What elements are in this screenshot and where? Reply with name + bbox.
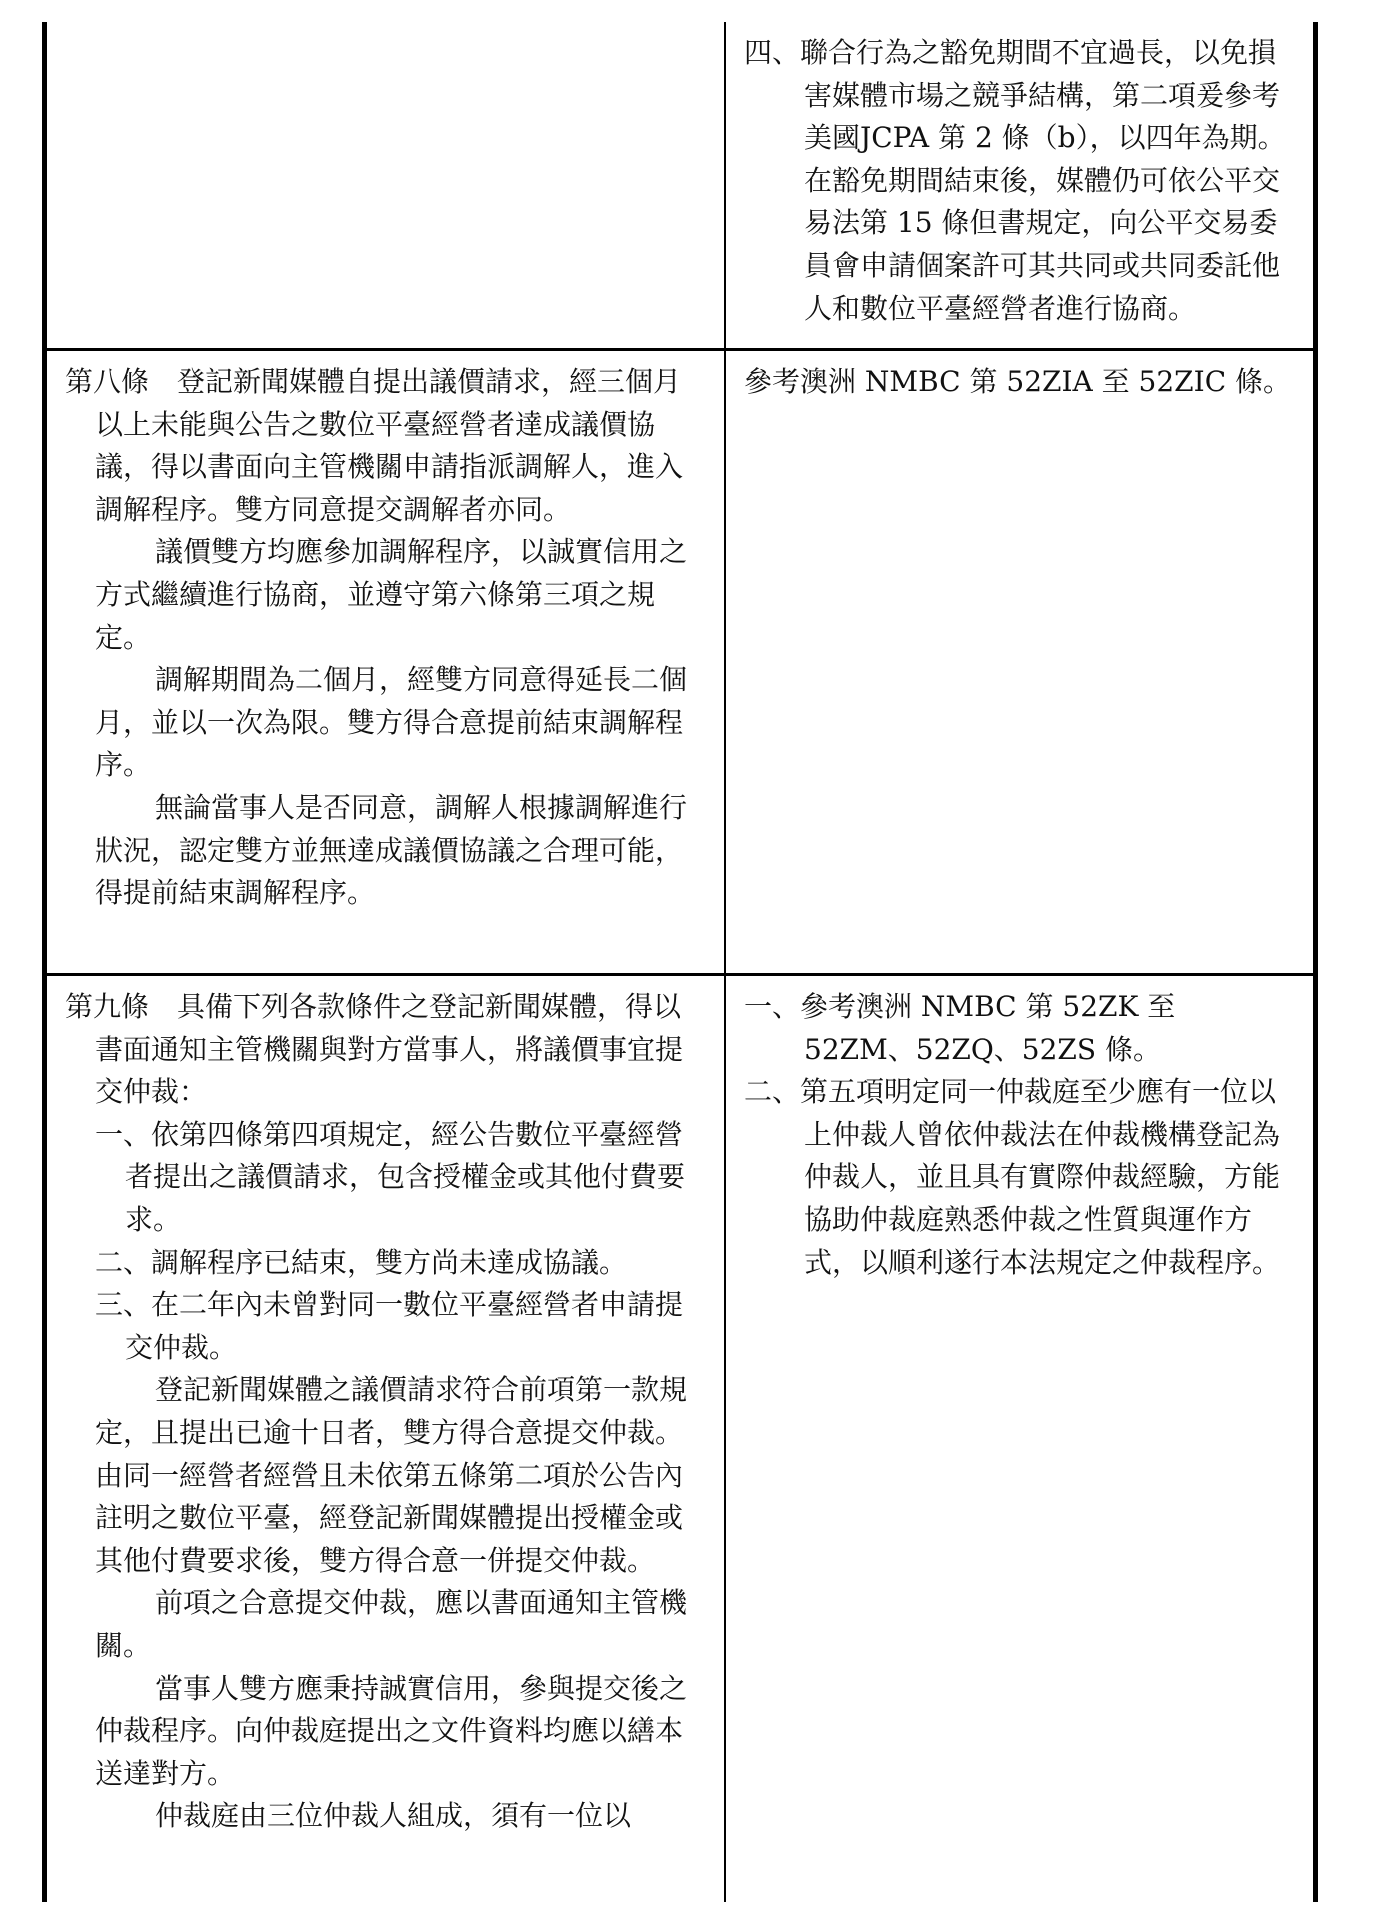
- item-text: 調解程序已結束，雙方尚未達成協議。: [151, 1245, 628, 1279]
- article-paragraph: 仲裁庭由三位仲裁人組成，須有一位以: [155, 1799, 632, 1833]
- item-text: 聯合行為之豁免期間不宜過長，以免損害媒體市場之競爭結構，第二項爰參考美國JCPA 第 2 條（b），以四年為期。在豁免期間結束後，媒體仍可依公平交易法第 15 條但書規定，向公平交易委員會申請個案許可其共同或共同委託他人和數位平臺經營者進行協商。: [800, 36, 1286, 325]
- item-number: 四、: [744, 36, 801, 69]
- item-text: 依第四條第四項規定，經公告數位平臺經營者提出之議價請求，包含授權金或其他付費要求。: [125, 1117, 686, 1236]
- item-number: 三、: [95, 1288, 152, 1322]
- table-row: [45, 975, 1316, 1903]
- article-text: 具備下列各款條件之登記新聞媒體，得以書面通知主管機關與對方當事人，將議價事宜提交仲裁：: [95, 990, 684, 1109]
- article-first-paragraph: [65, 986, 706, 1114]
- article-paragraph: 無論當事人是否同意，調解人根據調解進行狀況，認定雙方並無達成議價協議之合理可能，得提前結束調解程序。: [95, 790, 688, 910]
- article-paragraph: 前項之合意提交仲裁，應以書面通知主管機關。: [95, 1586, 688, 1662]
- article-item: [65, 1242, 706, 1285]
- article-item: [65, 1284, 706, 1369]
- article-paragraph: 調解期間為二個月，經雙方同意得延長二個月，並以一次為限。雙方得合意提前結束調解程序。: [95, 663, 688, 782]
- table-row: [45, 350, 1316, 975]
- item-text: 在二年內未曾對同一數位平臺經營者申請提交仲裁。: [125, 1288, 684, 1364]
- table-row: [45, 22, 1316, 350]
- article-paragraph: 登記新聞媒體之議價請求符合前項第一款規定，且提出已逾十日者，雙方得合意提交仲裁。由同一經營者經營且未依第五條第二項於公告內註明之數位平臺，經登記新聞媒體提出授權金或其他付費要求後，雙方得合意一併提交仲裁。: [95, 1373, 688, 1577]
- item-number: 二、: [95, 1245, 152, 1279]
- article-item: [65, 1114, 706, 1242]
- explanation-text: 參考澳洲 NMBC 第 52ZIA 至 52ZIC 條。: [744, 365, 1292, 398]
- explanation-item: [744, 1071, 1295, 1284]
- article-text: 登記新聞媒體自提出議價請求，經三個月以上未能與公告之數位平臺經營者達成議價協議，得以書面向主管機關申請指派調解人，進入調解程序。雙方同意提交調解者亦同。: [95, 365, 684, 526]
- article-paragraph: 當事人雙方應秉持誠實信用，參與提交後之仲裁程序。向仲裁庭提出之文件資料均應以繕本送達對方。: [95, 1671, 688, 1790]
- comparison-table: [42, 22, 1318, 1902]
- item-text: 參考澳洲 NMBC 第 52ZK 至 52ZM、52ZQ、52ZS 條。: [800, 990, 1176, 1066]
- item-number: 一、: [744, 990, 801, 1023]
- item-number: 二、: [744, 1075, 801, 1109]
- explanation-item: [744, 986, 1295, 1071]
- article-number: 第八條: [65, 365, 150, 398]
- right-cell-explanation: [725, 22, 1316, 350]
- left-cell-empty: [45, 22, 726, 350]
- article-first-paragraph: [65, 361, 706, 531]
- item-text: 第五項明定同一仲裁庭至少應有一位以上仲裁人曾依仲裁法在仲裁機構登記為仲裁人，並且具有實際仲裁經驗，方能協助仲裁庭熟悉仲裁之性質與運作方式，以順利遂行本法規定之仲裁程序。: [800, 1075, 1281, 1279]
- explanation-item: [744, 32, 1295, 330]
- right-cell-explanation: [725, 350, 1316, 975]
- article-number: 第九條: [65, 990, 150, 1023]
- left-cell-article-8: [45, 350, 726, 975]
- item-number: 一、: [95, 1117, 152, 1151]
- right-cell-explanation: [725, 975, 1316, 1903]
- left-cell-article-9: [45, 975, 726, 1903]
- article-paragraph: 議價雙方均應參加調解程序，以誠實信用之方式繼續進行協商，並遵守第六條第三項之規定。: [95, 535, 688, 654]
